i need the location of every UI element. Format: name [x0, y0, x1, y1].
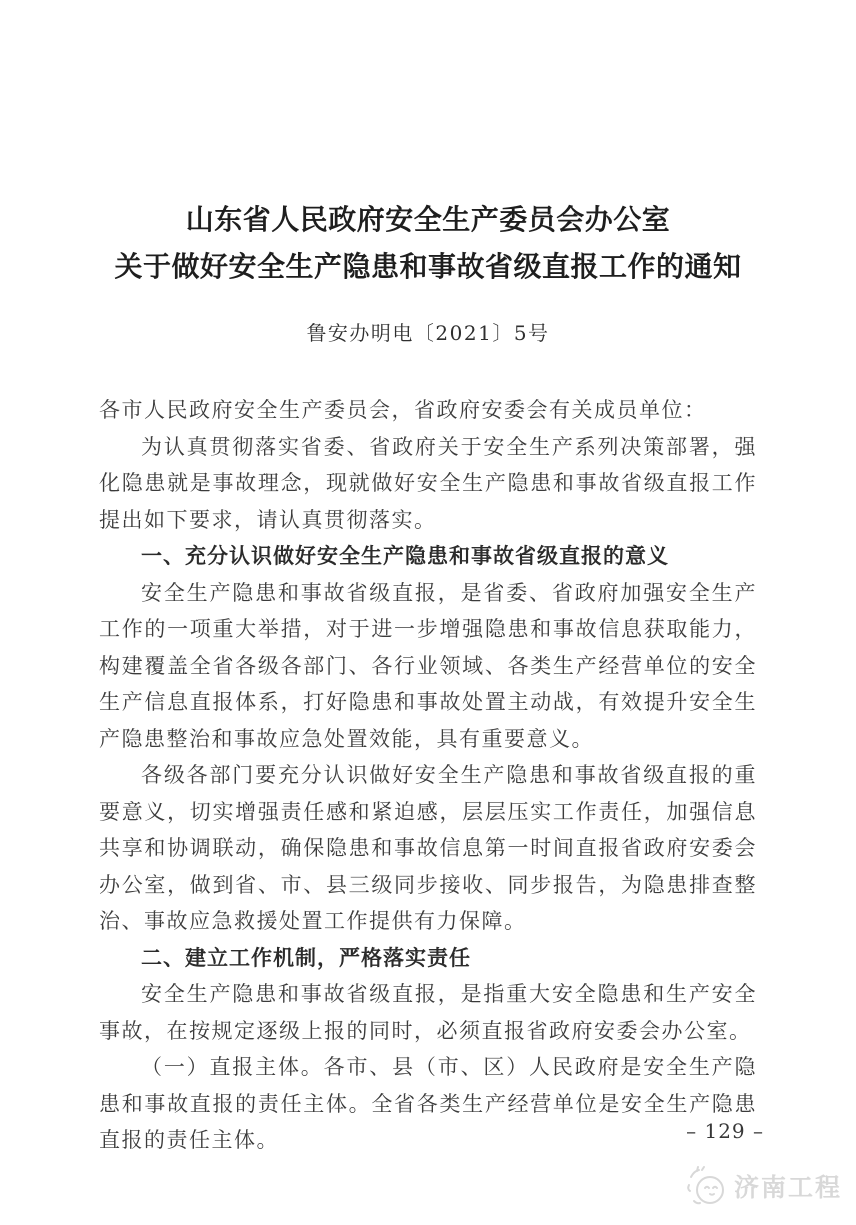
- section-heading-1: 一、充分认识做好安全生产隐患和事故省级直报的意义: [141, 544, 669, 568]
- paragraph: 各级各部门要充分认识做好安全生产隐患和事故省级直报的重要意义，切实增强责任感和紧迫感，层层压实工作责任，加强信息共享和协调联动，确保隐患和事故信息第一时间直报省政府安委会办公室，做到省、市、县三级同步接收、同步报告，为隐患排查整治、事故应急救援处置工作提供有力保障。: [99, 763, 757, 933]
- paragraph: 安全生产隐患和事故省级直报，是省委、省政府加强安全生产工作的一项重大举措，对于进一步增强隐患和事故信息获取能力，构建覆盖全省各级各部门、各行业领域、各类生产经营单位的安全生产信息直报体系，打好隐患和事故处置主动战，有效提升安全生产隐患整治和事故应急处置效能，具有重要意义。: [99, 580, 757, 751]
- salutation-line: 各市人民政府安全生产委员会，省政府安委会有关成员单位：: [99, 398, 707, 422]
- document-title-line1: 山东省人民政府安全生产委员会办公室: [185, 203, 671, 236]
- document-number: 鲁安办明电〔2021〕5号: [306, 321, 550, 345]
- watermark-label: 济南工程: [733, 1173, 842, 1202]
- document-body: [99, 392, 757, 1159]
- mascot-icon: [685, 1163, 729, 1209]
- paragraph: 为认真贯彻落实省委、省政府关于安全生产系列决策部署，强化隐患就是事故理念，现就做好安全生产隐患和事故省级直报工作提出如下要求，请认真贯彻落实。: [99, 434, 757, 532]
- document-title-line2: 关于做好安全生产隐患和事故省级直报工作的通知: [114, 250, 742, 283]
- section-heading-2: 二、建立工作机制，严格落实责任: [141, 945, 471, 970]
- watermark: [685, 1163, 842, 1209]
- paragraph: （一）直报主体。各市、县（市、区）人民政府是安全生产隐患和事故直报的责任主体。全省各类生产经营单位是安全生产隐患直报的责任主体。: [99, 1055, 757, 1152]
- document-title: [58, 196, 798, 290]
- page-number: – 129 –: [686, 1119, 764, 1143]
- paragraph: 安全生产隐患和事故省级直报，是指重大安全隐患和生产安全事故，在按规定逐级上报的同时，必须直报省政府安委会办公室。: [99, 982, 757, 1043]
